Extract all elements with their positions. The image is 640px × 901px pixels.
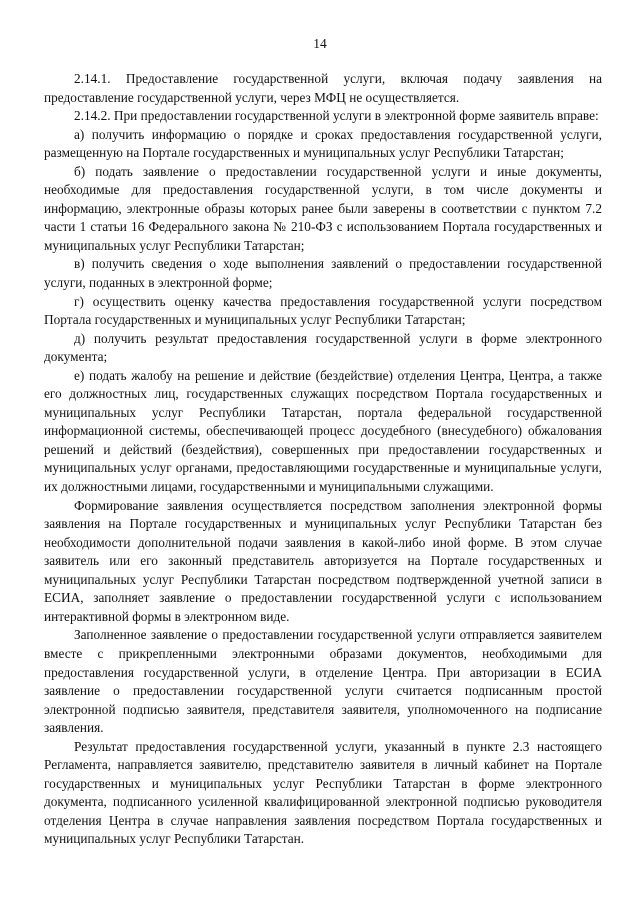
list-item-e: е) подать жалобу на решение и действие (бездействие) отделения Центра, Центра, а также его должностных лиц, государственных служащих посредством Портала государственных и муниципальных услуг Республики Татарстан, портала федеральной государственной информационной системы, обеспечивающей процесс досудебного (внесудебного) обжалования решений и действий (бездействия), совершенных при предоставлении государственных и муниципальных услуг органами, предоставляющими государственные и муниципальные услуги, их должностными лицами, государственными и муниципальными служащими.: [44, 367, 602, 495]
paragraph-application-forming: Формирование заявления осуществляется посредством заполнения электронной формы заявления на Портале государственных и муниципальных услуг Республики Татарстан без необходимости дополнительной подачи заявления в какой-либо иной форме. В этом случае заявитель или его законный представитель авторизуется на Портале государственных и муниципальных услуг Республики Татарстан посредством подтвержденной учетной записи в ЕСИА, заполняет заявление о предоставлении государственной услуги с использованием интерактивной формы в электронном виде.: [44, 497, 602, 624]
paragraph-2-14-1: 2.14.1. Предоставление государственной услуги, включая подачу заявления на предоставление государственной услуги, через МФЦ не осуществляется.: [44, 71, 602, 105]
document-body: [44, 70, 602, 849]
page-number: 14: [313, 36, 327, 51]
list-item-v: в) получить сведения о ходе выполнения заявлений о предоставлении государственной услуги, поданных в электронной форме;: [44, 256, 602, 291]
paragraph-service-result: Результат предоставления государственной услуги, указанный в пункте 2.3 настоящего Регламента, направляется заявителю, представителю заявителя в личный кабинет на Портале государственных и муниципальных услуг Республики Татарстан в форме электронного документа, подписанного усиленной квалифицированной электронной подписью руководителя отделения Центра в случае направления заявления посредством Портала государственных и муниципальных услуг Республики Татарстан.: [44, 738, 602, 847]
list-item-b: б) подать заявление о предоставлении государственной услуги и иные документы, необходимые для предоставления государственной услуги, в том числе документы и информацию, электронные образы которых ранее были заверены в соответствии с пунктом 7.2 части 1 статьи 16 Федерального закона № 210-ФЗ с использованием Портала государственных и муниципальных услуг Республики Татарстан;: [44, 163, 602, 253]
list-item-d: д) получить результат предоставления государственной услуги в форме электронного документа;: [44, 330, 602, 365]
list-item-a: а) получить информацию о порядке и сроках предоставления государственной услуги, размещенную на Портале государственных и муниципальных услуг Республики Татарстан;: [44, 126, 602, 161]
paragraph-2-14-2: 2.14.2. При предоставлении государственной услуги в электронной форме заявитель вправе:: [74, 108, 599, 124]
list-item-g: г) осуществить оценку качества предоставления государственной услуги посредством Портала государственных и муниципальных услуг Республики Татарстан;: [44, 293, 602, 328]
paragraph-filled-application: Заполненное заявление о предоставлении государственной услуги отправляется заявителем вместе с прикрепленными электронными образами документов, необходимыми для предоставления государственной услуги, в отделение Центра. При авторизации в ЕСИА заявление о предоставлении государственной услуги считается подписанным простой электронной подписью заявителя, представителя заявителя, уполномоченного на подписание заявления.: [44, 627, 602, 736]
